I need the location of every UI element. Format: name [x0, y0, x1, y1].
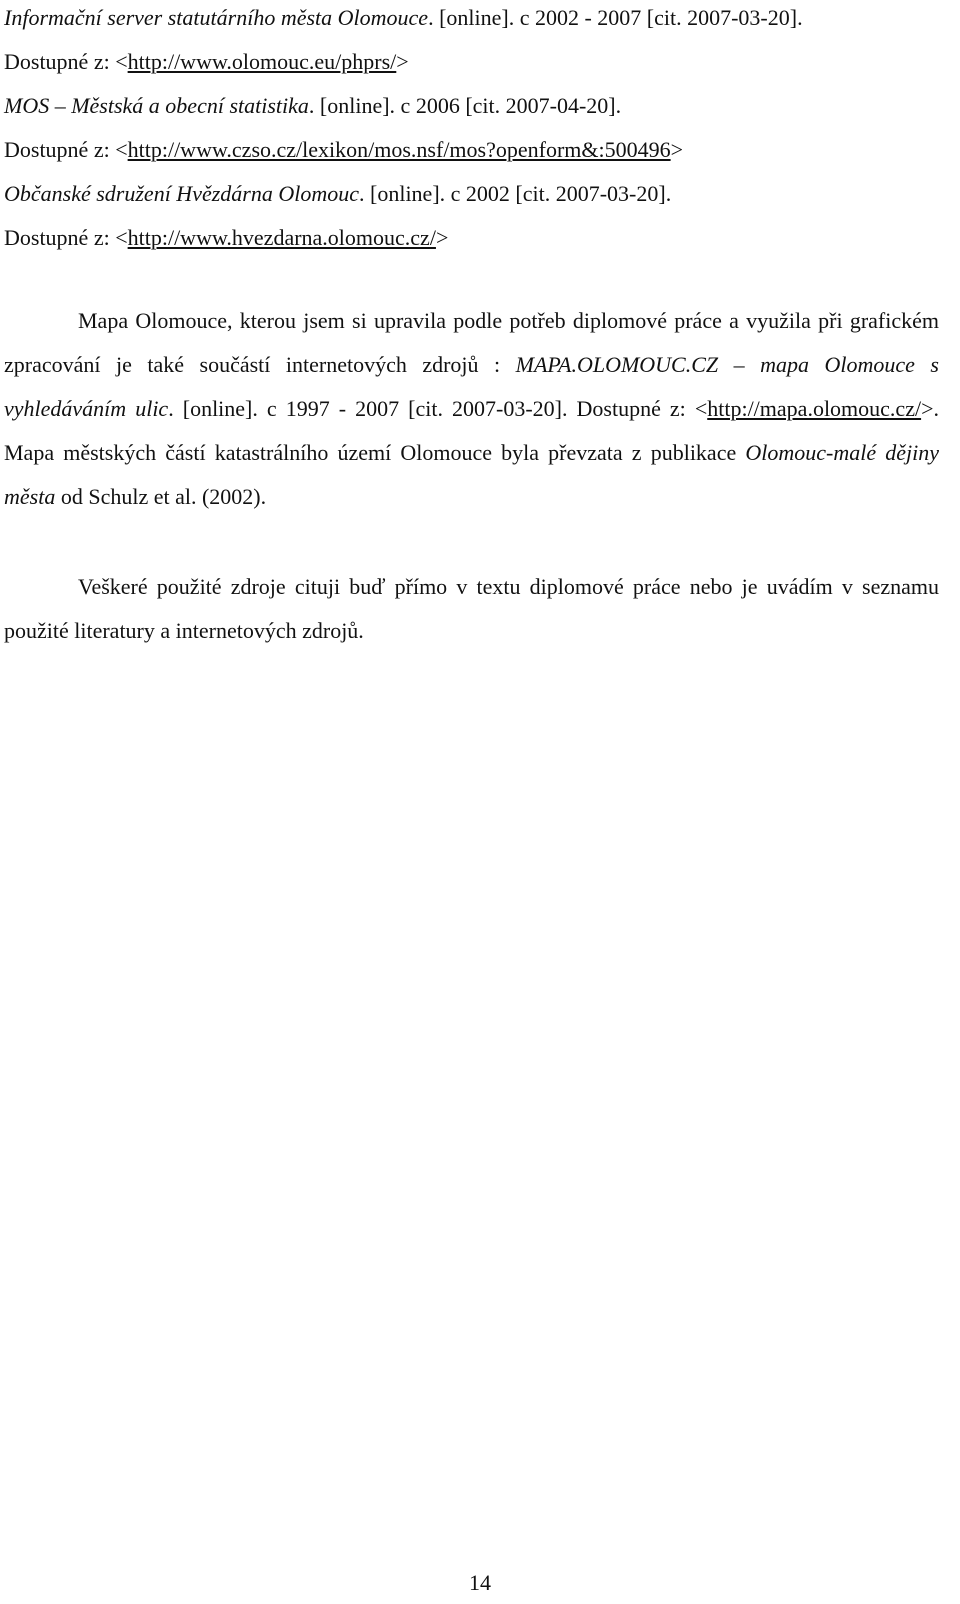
map-paragraph-continuation: . Mapa městských částí katastrálního území Olomouce byla převzata z publikace — [4, 396, 939, 465]
reference-3-title: Občanské sdružení Hvězdárna Olomouc — [4, 181, 359, 206]
reference-3-available-suffix: > — [435, 225, 449, 250]
reference-3-title-line — [4, 178, 944, 222]
reference-1-title-line — [4, 2, 944, 46]
sources-statement-paragraph — [4, 565, 939, 653]
reference-1-url-link[interactable]: http://www.olomouc.eu/phprs/ — [127, 49, 397, 74]
map-paragraph-ending: od Schulz et al. (2002). — [55, 484, 267, 509]
reference-3-available-prefix: Dostupné z: < — [4, 225, 128, 250]
reference-3-details: . [online]. c 2002 [cit. 2007-03-20]. — [359, 181, 672, 206]
reference-3-availability-line — [4, 222, 944, 266]
reference-1-availability-line — [4, 46, 944, 90]
reference-1-title: Informační server statutárního města Olomouce — [4, 5, 429, 30]
reference-1-available-prefix: Dostupné z: < — [4, 49, 128, 74]
reference-2-url-link[interactable]: http://www.czso.cz/lexikon/mos.nsf/mos?openform&:500496 — [127, 137, 671, 162]
reference-2-available-prefix: Dostupné z: < — [4, 137, 128, 162]
map-source-url-close: > — [921, 396, 934, 421]
reference-1-available-suffix: > — [396, 49, 409, 74]
reference-2-availability-line — [4, 134, 944, 178]
map-paragraph-intro: Mapa Olomouce, kterou jsem si upravila podle potřeb diplomové práce a využila při grafickém zpracování je také součástí internetových zdrojů : — [4, 308, 939, 377]
reference-2-title-line — [4, 90, 944, 134]
map-source-title: MAPA.OLOMOUC.CZ – mapa Olomouce s vyhledáváním ulic — [4, 352, 939, 421]
reference-2-details: . [online]. c 2006 [cit. 2007-04-20]. — [308, 93, 622, 118]
map-source-details: . [online]. c 1997 - 2007 [cit. 2007-03-20]. Dostupné z: < — [168, 396, 708, 421]
reference-1-details: . [online]. c 2002 - 2007 [cit. 2007-03-20]. — [428, 5, 803, 30]
map-source-url-link[interactable]: http://mapa.olomouc.cz/ — [707, 396, 922, 421]
internet-sources-list — [4, 2, 944, 266]
sources-statement-text: Veškeré použité zdroje cituji buď přímo v textu diplomové práce nebo je uvádím v seznamu použité literatury a internetových zdrojů. — [4, 574, 939, 643]
reference-2-title: MOS – Městská a obecní statistika — [4, 93, 309, 118]
reference-3-url-link[interactable]: http://www.hvezdarna.olomouc.cz/ — [127, 225, 436, 250]
map-source-paragraph — [4, 299, 939, 519]
reference-2-available-suffix: > — [670, 137, 684, 162]
page-number: 14 — [469, 1570, 491, 1595]
book-title: Olomouc-malé dějiny města — [4, 440, 939, 509]
